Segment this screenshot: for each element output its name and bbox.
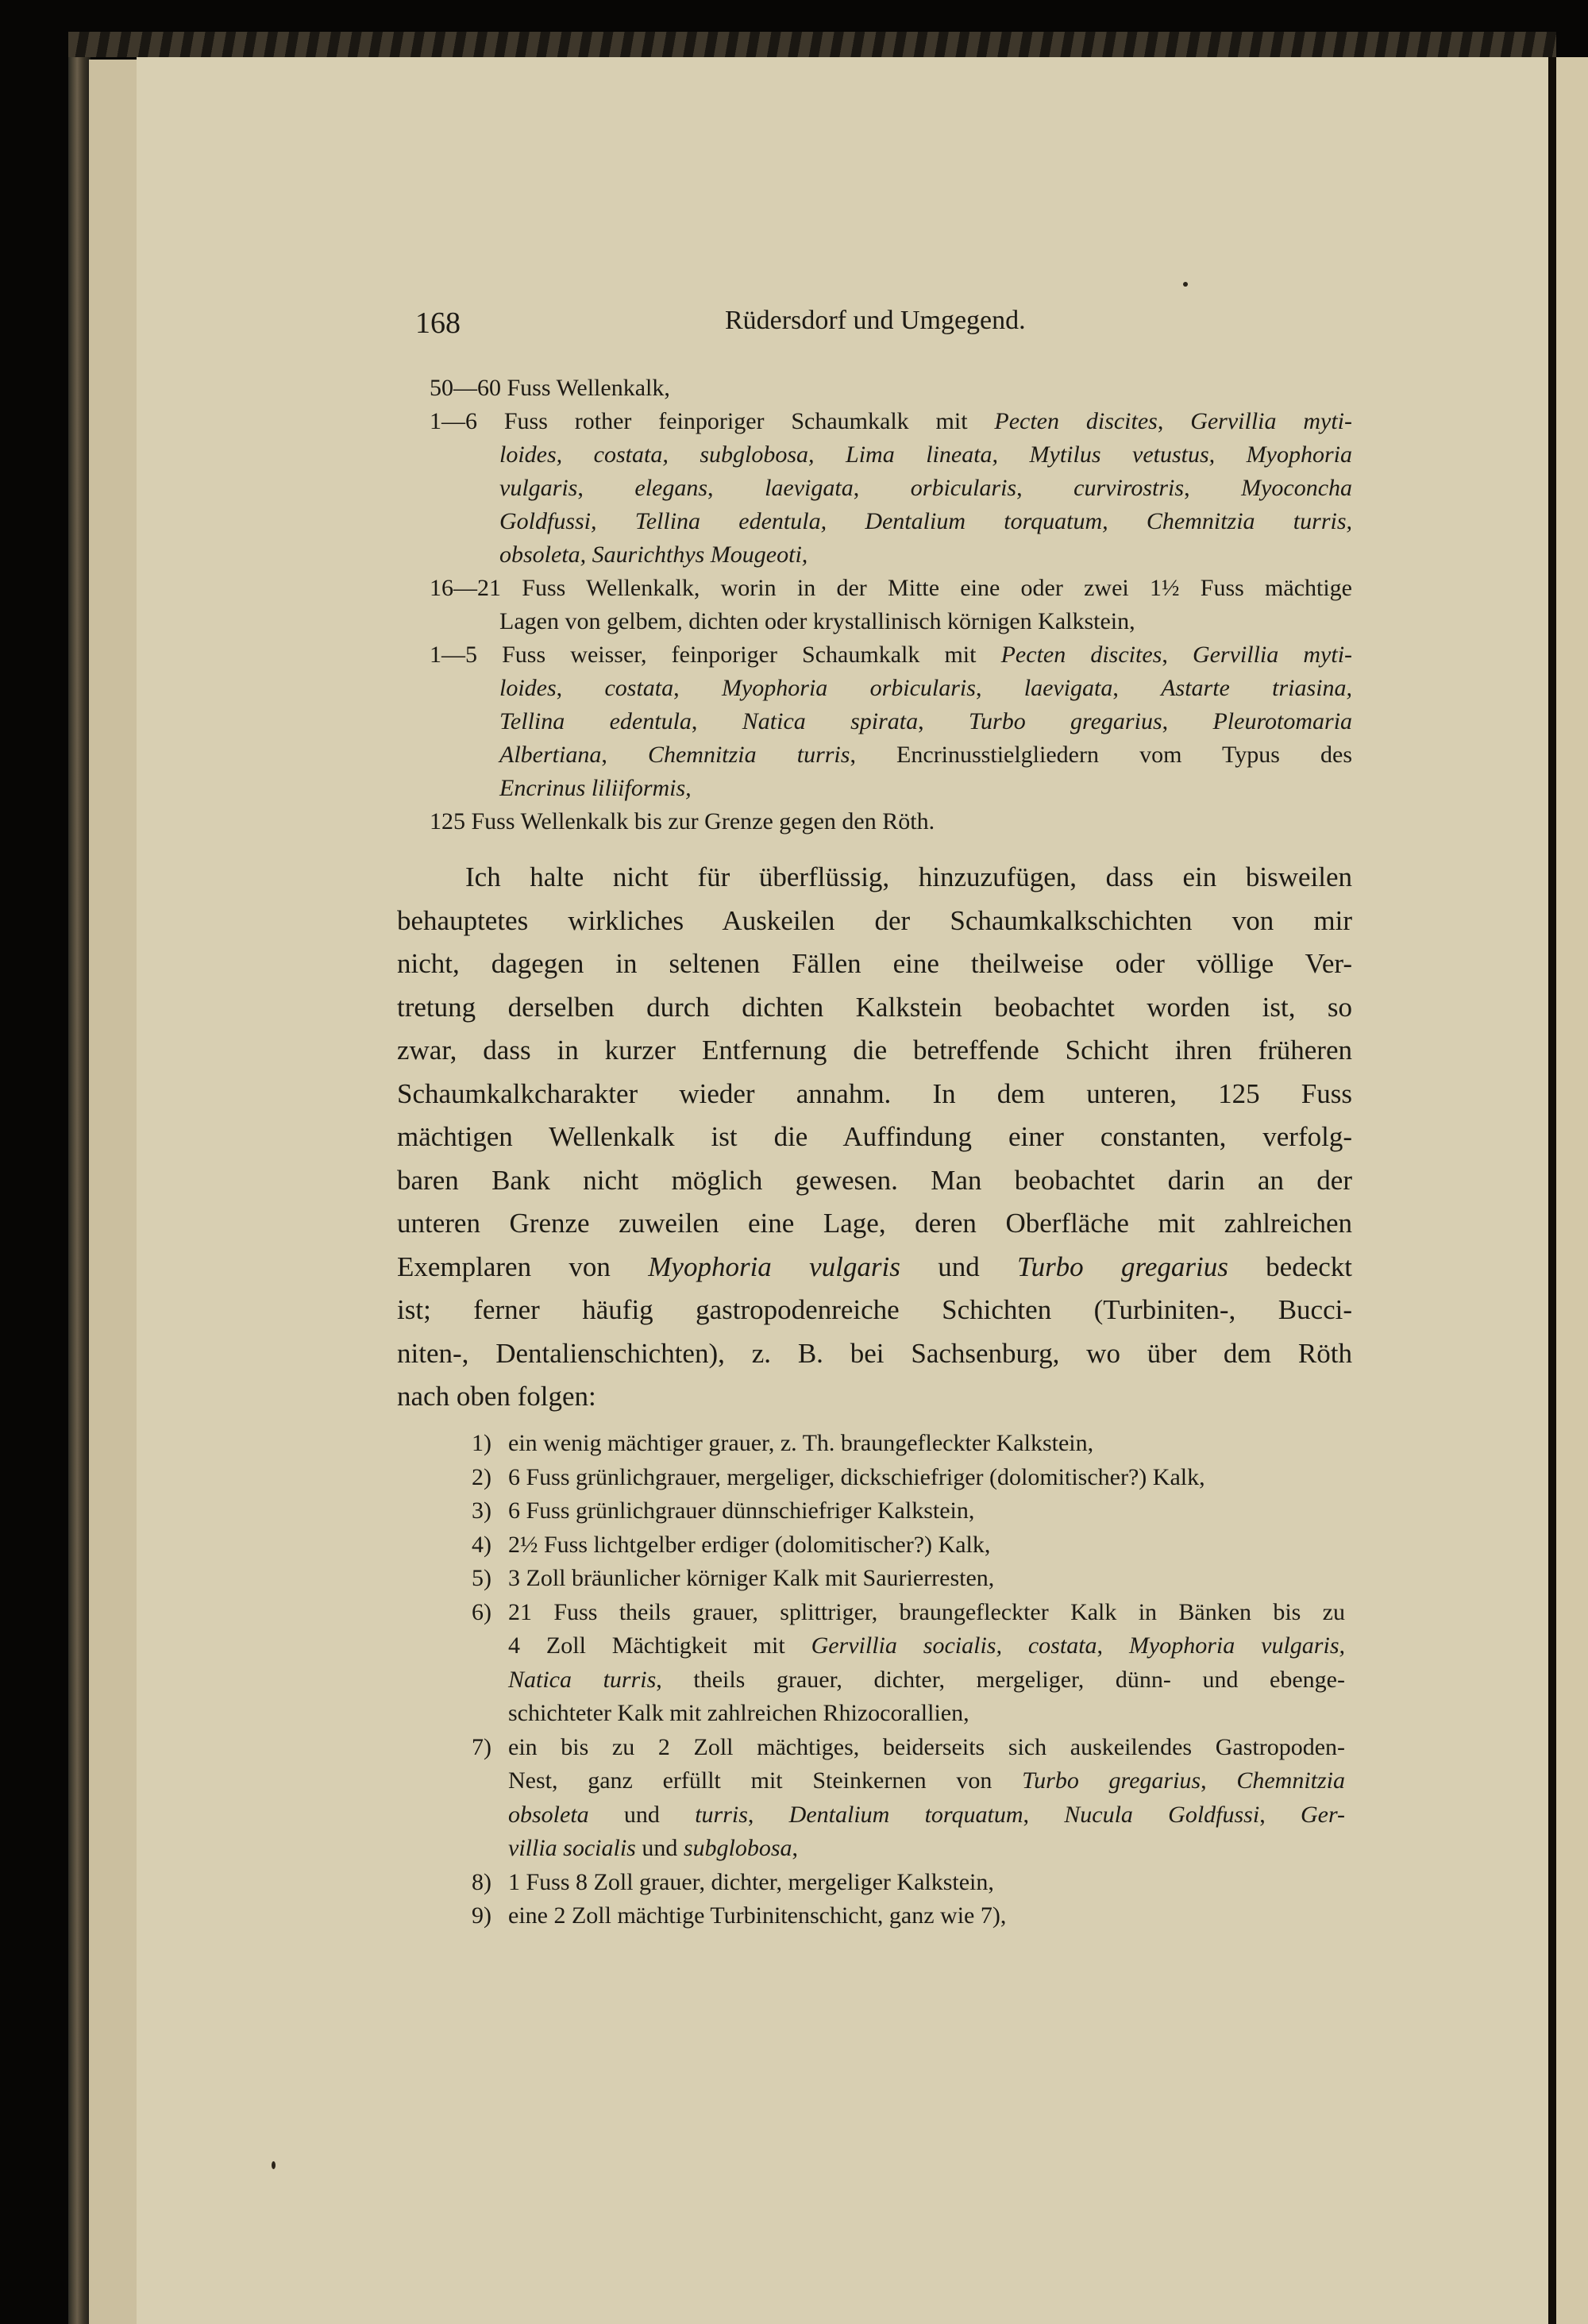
paper-speck	[272, 2161, 276, 2169]
italic-taxon: Natica turris	[508, 1666, 657, 1693]
italic-taxon: Tellina edentula	[499, 708, 692, 734]
italic-taxon: elegans	[634, 475, 708, 501]
italic-taxon: Natica spirata	[742, 708, 919, 734]
paragraph-line: nicht, dagegen in seltenen Fällen eine theilweise oder völlige Ver-	[397, 948, 1352, 979]
text-line: 50—60 Fuss Wellenkalk,	[430, 375, 670, 401]
book-cover-edge	[68, 32, 1556, 57]
italic-taxon: Myophoria orbicularis	[721, 675, 976, 701]
paragraph-line: ist; ferner häufig gastropodenreiche Schichten (Turbiniten-, Bucci-	[397, 1294, 1352, 1325]
paragraph-line: behauptetes wirkliches Auskeilen der Schaumkalkschichten von mir	[397, 904, 1352, 936]
item-label: 50—60	[430, 375, 507, 401]
item-label: 9)	[472, 1902, 491, 1929]
italic-taxon: Turbo gregarius	[969, 708, 1162, 734]
text-line: 5) 3 Zoll bräunlicher körniger Kalk mit Saurierresten,	[472, 1562, 1345, 1596]
italic-taxon: Chemnitzia	[1236, 1767, 1346, 1794]
text-line: loides, costata, Myophoria orbicularis, laevigata, Astarte triasina,	[499, 675, 1353, 701]
text-line: 1—5 Fuss weisser, feinporiger Schaumkalk mit Pecten discites, Gervillia myti-	[430, 642, 1353, 668]
italic-taxon: orbicularis	[910, 475, 1017, 501]
text-line: vulgaris, elegans, laevigata, orbicularis, curvirostris, Myoconcha	[499, 475, 1353, 501]
text-line: 8) 1 Fuss 8 Zoll grauer, dichter, mergeliger Kalkstein,	[472, 1866, 1345, 1900]
item-label: 8)	[472, 1868, 491, 1895]
list-item	[472, 1528, 1345, 1563]
text-line: schichteter Kalk mit zahlreichen Rhizocorallien,	[508, 1700, 969, 1726]
page-header	[415, 306, 1352, 345]
italic-taxon: curvirostris	[1073, 475, 1185, 501]
item-label: 2)	[472, 1463, 491, 1490]
text-line: 1) ein wenig mächtiger grauer, z. Th. braungefleckter Kalkstein,	[472, 1427, 1345, 1461]
item-label: 125	[430, 808, 472, 834]
text-line: 9) eine 2 Zoll mächtige Turbinitenschicht, ganz wie 7),	[472, 1899, 1345, 1933]
list-item	[472, 1731, 1345, 1866]
text-line: 3) 6 Fuss grünlichgrauer dünnschiefriger Kalkstein,	[472, 1494, 1345, 1528]
item-label: 1—6	[430, 408, 504, 434]
italic-taxon: Dentalium torquatum	[788, 1801, 1023, 1828]
italic-taxon: Turbo gregarius	[1017, 1251, 1228, 1282]
text-line: Nest, ganz erfüllt mit Steinkernen von Turbo gregarius, Chemnitzia	[508, 1767, 1346, 1794]
list-item	[430, 372, 1352, 405]
text-line: 4 Zoll Mächtigkeit mit Gervillia socialis, costata, Myophoria vulgaris,	[508, 1632, 1345, 1659]
page-gap	[1548, 57, 1556, 2324]
item-label: 5)	[472, 1565, 491, 1591]
text-line: 1—6 Fuss rother feinporiger Schaumkalk mit Pecten discites, Gervillia myti-	[430, 408, 1353, 434]
paragraph-line: Ich halte nicht für überflüssig, hinzuzufügen, dass ein bisweilen	[465, 861, 1352, 892]
stratigraphy-list	[430, 372, 1352, 838]
italic-taxon: Goldfussi, Tellina edentula, Dentalium torquatum, Chemnitzia turris,	[499, 508, 1352, 534]
text-line	[499, 505, 1352, 538]
text-line: villia socialis und subglobosa,	[508, 1835, 799, 1861]
paragraph-line: zwar, dass in kurzer Entfernung die betreffende Schicht ihren früheren	[397, 1035, 1352, 1066]
italic-taxon: Gervillia myti-	[1192, 642, 1353, 668]
text-line: Tellina edentula, Natica spirata, Turbo gregarius, Pleurotomaria	[499, 708, 1353, 734]
text-line: Albertiana, Chemnitzia turris, Encrinusstielgliedern vom Typus des	[499, 742, 1353, 768]
text-line: 6) 21 Fuss theils grauer, splittriger, braungefleckter Kalk in Bänken bis zu	[472, 1596, 1345, 1630]
italic-taxon: obsoleta, Saurichthys Mougeoti,	[499, 541, 808, 568]
item-label: 4)	[472, 1531, 491, 1558]
italic-taxon: Astarte triasina,	[1161, 675, 1353, 701]
italic-taxon: Chemnitzia turris	[647, 742, 850, 768]
list-item	[430, 405, 1352, 572]
text-line: Natica turris, theils grauer, dichter, mergeliger, dünn- und ebenge-	[508, 1666, 1345, 1693]
paragraph-line: niten-, Dentalienschichten), z. B. bei Sachsenburg, wo über dem Röth	[397, 1337, 1352, 1369]
text-line: 16—21 Fuss Wellenkalk, worin in der Mitte eine oder zwei 1½ Fuss mächtige	[430, 575, 1353, 601]
body-paragraph	[397, 856, 1352, 1419]
italic-taxon: laevigata	[1023, 675, 1113, 701]
italic-taxon: vulgaris	[499, 475, 578, 501]
italic-taxon: subglobosa	[683, 1835, 792, 1861]
list-item	[472, 1562, 1345, 1596]
italic-taxon: Turbo gregarius	[1022, 1767, 1201, 1794]
list-item	[472, 1427, 1345, 1461]
text-line: obsoleta und turris, Dentalium torquatum, Nucula Goldfussi, Ger-	[508, 1801, 1346, 1828]
italic-taxon: Myoconcha	[1241, 475, 1353, 501]
italic-taxon: loides	[499, 675, 557, 701]
italic-taxon: Pecten discites	[994, 408, 1158, 434]
italic-taxon: Myophoria vulgaris,	[1128, 1632, 1345, 1659]
italic-taxon: Albertiana	[499, 742, 602, 768]
list-item	[472, 1866, 1345, 1900]
numbered-layer-list	[472, 1427, 1345, 1933]
list-item	[430, 572, 1352, 638]
item-label: 1)	[472, 1430, 491, 1456]
italic-taxon: Pecten discites	[1000, 642, 1162, 668]
italic-taxon: costata	[604, 675, 674, 701]
adjacent-page-edge	[1556, 57, 1588, 2324]
italic-taxon: Pleurotomaria	[1212, 708, 1353, 734]
list-item	[472, 1596, 1345, 1731]
book-binding	[68, 36, 91, 2324]
page-number: 168	[415, 306, 461, 340]
text-line	[499, 438, 1352, 472]
text-line	[499, 772, 1352, 805]
italic-taxon: turris	[695, 1801, 748, 1828]
italic-taxon: loides, costata, subglobosa, Lima lineata, Mytilus vetustus, Myophoria	[499, 441, 1352, 468]
item-label: 1—5	[430, 642, 503, 668]
italic-taxon: Gervillia myti-	[1190, 408, 1353, 434]
paper-speck	[1183, 282, 1188, 287]
paragraph-line: nach oben folgen:	[397, 1381, 596, 1412]
text-line: Lagen von gelbem, dichten oder krystallinisch körnigen Kalkstein,	[499, 608, 1135, 634]
italic-taxon: Gervillia socialis, costata	[811, 1632, 1097, 1659]
italic-taxon: obsoleta	[508, 1801, 589, 1828]
list-item	[472, 1494, 1345, 1528]
item-label: 3)	[472, 1497, 491, 1524]
text-line: 2) 6 Fuss grünlichgrauer, mergeliger, dickschiefriger (dolomitischer?) Kalk,	[472, 1461, 1345, 1495]
text-line: 7) ein bis zu 2 Zoll mächtiges, beiderseits sich auskeilendes Gastropoden-	[472, 1731, 1345, 1765]
paragraph-line: unteren Grenze zuweilen eine Lage, deren Oberfläche mit zahlreichen	[397, 1208, 1352, 1239]
italic-taxon: Encrinus liliiformis,	[499, 775, 692, 801]
item-label: 16—21	[430, 575, 522, 601]
paragraph-line: tretung derselben durch dichten Kalkstein beobachtet worden ist, so	[397, 991, 1352, 1023]
italic-taxon: Ger-	[1300, 1801, 1346, 1828]
list-item	[472, 1461, 1345, 1495]
list-item	[472, 1899, 1345, 1933]
text-line	[499, 538, 1352, 572]
running-head: Rüdersdorf und Umgegend.	[725, 306, 1026, 335]
italic-taxon: Myophoria vulgaris	[648, 1251, 900, 1282]
text-line: 4) 2½ Fuss lichtgelber erdiger (dolomitischer?) Kalk,	[472, 1528, 1345, 1563]
item-label: 7)	[472, 1733, 491, 1760]
paragraph-line: Schaumkalkcharakter wieder annahm. In dem unteren, 125 Fuss	[397, 1077, 1352, 1109]
paragraph-line: baren Bank nicht möglich gewesen. Man beobachtet darin an der	[397, 1164, 1352, 1196]
list-item	[430, 638, 1352, 805]
italic-taxon: Nucula Goldfussi	[1064, 1801, 1260, 1828]
italic-taxon: villia socialis	[508, 1835, 636, 1861]
page-margin-strip	[89, 60, 138, 2324]
paragraph-line: Exemplaren von Myophoria vulgaris und Turbo gregarius bedeckt	[397, 1251, 1353, 1282]
list-item	[430, 805, 1352, 838]
italic-taxon: laevigata	[765, 475, 854, 501]
text-line: 125 Fuss Wellenkalk bis zur Grenze gegen den Röth.	[430, 808, 935, 834]
item-label: 6)	[472, 1598, 491, 1625]
paragraph-line: mächtigen Wellenkalk ist die Auffindung einer constanten, verfolg-	[397, 1121, 1352, 1152]
